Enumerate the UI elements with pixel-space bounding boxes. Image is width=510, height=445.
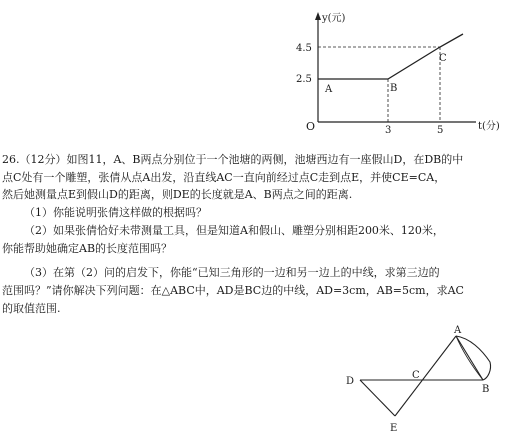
y-tick-25: 2.5 — [296, 74, 312, 85]
y-axis-arrow — [315, 12, 321, 20]
origin-label: O — [306, 120, 316, 133]
geometry-figure — [360, 336, 491, 416]
segment-ea — [395, 336, 456, 416]
label-d: D — [346, 376, 355, 387]
problem-line-3: 然后她测量点E到假山D的距离，则DE的长度就是A、B两点之间的距离. — [2, 188, 353, 201]
question-1: （1）你能说明张倩这样做的根据吗？ — [24, 206, 207, 219]
x-tick-3: 3 — [385, 125, 392, 136]
label-e: E — [390, 423, 398, 434]
pond-outline — [456, 336, 491, 380]
x-tick-5: 5 — [437, 125, 444, 136]
segment-de — [360, 380, 395, 416]
question-2a: （2）如果张倩恰好未带测量工具，但是知道A和假山、雕塑分别相距200米、120米， — [24, 224, 444, 237]
question-2b: 你能帮助她确定AB的长度范围吗？ — [2, 242, 173, 255]
label-b: B — [482, 384, 490, 395]
x-axis-label: t(分) — [478, 121, 500, 132]
point-label-c: C — [439, 53, 447, 64]
problem-line-2: 点C处有一个雕塑，张倩从点A出发，沿直线AC一直向前经过点C走到点E，并使CE=CA， — [2, 171, 446, 184]
point-label-b: B — [390, 83, 398, 94]
y-tick-45: 4.5 — [296, 43, 312, 54]
label-c: C — [412, 370, 420, 381]
y-axis-label: y(元) — [322, 13, 346, 24]
question-3a: （3）在第（2）问的启发下，你能“已知三角形的一边和另一边上的中线，求第三边的 — [24, 266, 440, 279]
question-3c: 的取值范围. — [2, 302, 61, 315]
question-3b: 范围吗？”请你解决下列问题：在△ABC中，AD是BC边的中线，AD=3cm，AB=5cm，求AC — [2, 284, 464, 297]
problem-line-1: 26.（12分）如图11，A、B两点分别位于一个池塘的两侧，池塘西边有一座假山D，在DB的中 — [2, 153, 464, 166]
segment-ab — [456, 336, 483, 380]
label-a: A — [454, 325, 462, 336]
point-label-a: A — [325, 84, 333, 95]
